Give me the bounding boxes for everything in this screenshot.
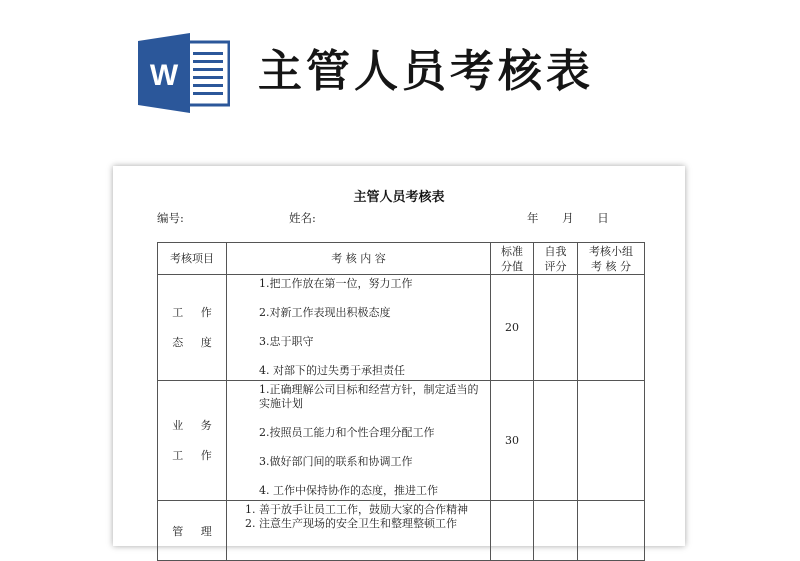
- document-page: [113, 166, 685, 546]
- number-label: 编号:: [157, 211, 184, 225]
- standard-score: 30: [491, 381, 534, 501]
- category-cell: 工 作 态 度: [158, 275, 227, 381]
- content-cell: [227, 501, 491, 561]
- list-item: 4. 工作中保持协作的态度，推进工作: [259, 484, 438, 497]
- list-item: 2. 注意生产现场的安全卫生和整理整顿工作: [245, 517, 457, 530]
- group-score-input[interactable]: [578, 501, 645, 561]
- category-cell: 管 理: [158, 501, 227, 561]
- date-label: 年 月 日: [527, 211, 609, 225]
- self-score-input[interactable]: [534, 275, 578, 381]
- content-cell: [227, 275, 491, 381]
- standard-score: [491, 501, 534, 561]
- standard-score: 20: [491, 275, 534, 381]
- name-label: 姓名:: [289, 211, 316, 225]
- table-header-row: [158, 243, 645, 275]
- table-row: [158, 381, 645, 501]
- evaluation-table: [157, 242, 645, 561]
- group-score-input[interactable]: [578, 275, 645, 381]
- list-item: 1.把工作放在第一位，努力工作: [259, 277, 413, 290]
- header-item: 考核项目: [158, 243, 227, 275]
- word-document-icon: [138, 33, 230, 113]
- list-item: 2.按照员工能力和个性合理分配工作: [259, 426, 435, 439]
- content-cell: [227, 381, 491, 501]
- header-standard: 标准 分值: [491, 243, 534, 275]
- group-score-input[interactable]: [578, 381, 645, 501]
- list-item: 3.忠于职守: [259, 335, 314, 348]
- list-item: 3.做好部门间的联系和协调工作: [259, 455, 413, 468]
- list-item: 1. 善于放手让员工工作，鼓励大家的合作精神: [245, 503, 468, 516]
- list-item: 4. 对部下的过失勇于承担责任: [259, 364, 405, 377]
- list-item: 2.对新工作表现出积极态度: [259, 306, 391, 319]
- svg-text:W: W: [149, 59, 179, 92]
- self-score-input[interactable]: [534, 381, 578, 501]
- table-row: [158, 501, 645, 561]
- list-item: 1.正确理解公司目标和经营方针，制定适当的实施计划: [259, 383, 479, 410]
- table-row: [158, 275, 645, 381]
- header-content: 考 核 内 容: [227, 243, 491, 275]
- document-title: 主管人员考核表: [353, 190, 445, 205]
- header-group-score: 考核小组 考 核 分: [578, 243, 645, 275]
- page-header: [0, 0, 800, 150]
- category-cell: 业 务 工 作: [158, 381, 227, 501]
- self-score-input[interactable]: [534, 501, 578, 561]
- page-title: 主管人员考核表: [258, 46, 594, 97]
- header-self-score: 自我 评分: [534, 243, 578, 275]
